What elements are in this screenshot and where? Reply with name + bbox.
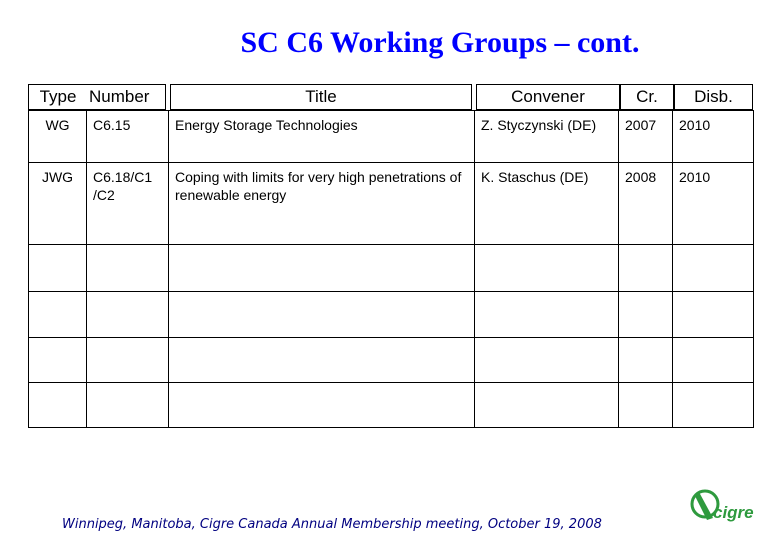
header-type: Type	[39, 87, 77, 106]
cell-number	[87, 292, 169, 338]
cell-number: C6.18/C1 /C2	[87, 163, 169, 245]
cell-convener: K. Staschus (DE)	[475, 163, 619, 245]
cell-type	[29, 245, 87, 292]
table-row	[29, 163, 754, 245]
cell-convener	[475, 292, 619, 338]
cell-title: Energy Storage Technologies	[169, 111, 475, 163]
cell-number	[87, 245, 169, 292]
header-title-box	[170, 84, 472, 110]
cell-title: Coping with limits for very high penetrations of renewable energy	[169, 163, 475, 245]
cell-number	[87, 383, 169, 428]
cell-created: 2008	[619, 163, 673, 245]
footer-text: Winnipeg, Manitoba, Cigre Canada Annual Membership meeting, October 19, 2008	[62, 517, 602, 532]
logo-text: cigre	[713, 503, 754, 522]
header-disbanded: Disb.	[694, 87, 733, 106]
cell-convener: Z. Styczynski (DE)	[475, 111, 619, 163]
cell-disbanded: 2010	[673, 163, 754, 245]
table-row	[29, 383, 754, 428]
cell-number: C6.15	[87, 111, 169, 163]
working-groups-table	[28, 110, 754, 428]
cell-created	[619, 338, 673, 383]
cell-type: WG	[29, 111, 87, 163]
table-row	[29, 245, 754, 292]
header-type-number	[28, 84, 166, 110]
table-row	[29, 111, 754, 163]
cell-title	[169, 245, 475, 292]
cell-created	[619, 383, 673, 428]
cell-type: JWG	[29, 163, 87, 245]
cell-type	[29, 292, 87, 338]
cell-created	[619, 245, 673, 292]
cell-title	[169, 292, 475, 338]
header-created: Cr.	[636, 87, 658, 106]
cell-convener	[475, 338, 619, 383]
cigre-logo	[685, 482, 765, 530]
cell-created: 2007	[619, 111, 673, 163]
cell-disbanded	[673, 245, 754, 292]
page-title: SC C6 Working Groups – cont.	[240, 26, 640, 59]
cell-disbanded	[673, 292, 754, 338]
cell-convener	[475, 245, 619, 292]
cell-title	[169, 383, 475, 428]
cell-disbanded	[673, 383, 754, 428]
table-row	[29, 292, 754, 338]
header-created-box	[620, 84, 674, 110]
cell-disbanded: 2010	[673, 111, 754, 163]
cell-type	[29, 338, 87, 383]
cell-disbanded	[673, 338, 754, 383]
cell-convener	[475, 383, 619, 428]
cell-number	[87, 338, 169, 383]
header-number: Number	[89, 87, 150, 106]
header-title: Title	[305, 87, 337, 106]
header-convener: Convener	[511, 87, 585, 106]
cell-title	[169, 338, 475, 383]
header-convener-box	[476, 84, 620, 110]
table-row	[29, 338, 754, 383]
header-disbanded-box	[674, 84, 753, 110]
cell-created	[619, 292, 673, 338]
cell-type	[29, 383, 87, 428]
